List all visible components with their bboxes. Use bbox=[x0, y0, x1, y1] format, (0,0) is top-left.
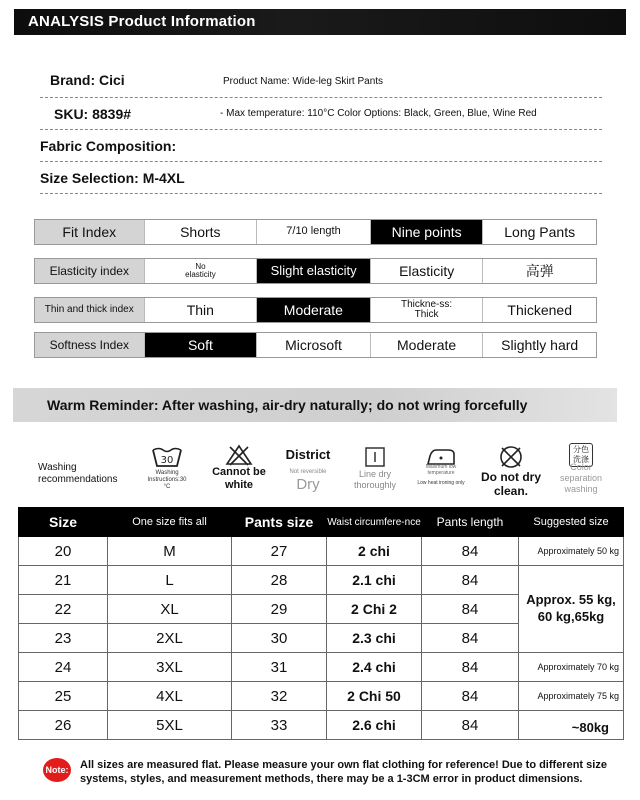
color-separation-text: Color separation washing bbox=[559, 462, 603, 494]
table-row bbox=[19, 682, 624, 711]
cell: 84 bbox=[422, 711, 519, 740]
elasticity-option-none: No elasticity bbox=[144, 259, 257, 283]
no-bleach-text: Cannot be white bbox=[212, 466, 266, 492]
thickness-option-moderate: Moderate bbox=[256, 298, 370, 322]
cell: 4XL bbox=[108, 682, 232, 711]
sku-label: SKU: 8839# bbox=[54, 106, 132, 122]
cell: 84 bbox=[422, 566, 519, 595]
col-waist: Waist circumfere-nce bbox=[327, 508, 422, 537]
cell: 2 chi bbox=[327, 537, 422, 566]
softness-option-soft: Soft bbox=[144, 333, 257, 357]
cell: 2.6 chi bbox=[327, 711, 422, 740]
no-bleach-icon bbox=[225, 444, 253, 466]
brand-label: Brand: Cici bbox=[50, 72, 125, 88]
col-size: Size bbox=[19, 508, 108, 537]
cell: 84 bbox=[422, 653, 519, 682]
cell: 84 bbox=[422, 682, 519, 711]
cell: 25 bbox=[19, 682, 108, 711]
cell: 27 bbox=[232, 537, 327, 566]
fit-option-long-pants: Long Pants bbox=[482, 220, 596, 244]
size-selection-label: Size Selection: M-4XL bbox=[40, 170, 185, 186]
thickness-option-thickened: Thickened bbox=[482, 298, 596, 322]
cell: 84 bbox=[422, 595, 519, 624]
cell: 2XL bbox=[108, 624, 232, 653]
thickness-index-label: Thin and thick index bbox=[35, 298, 144, 322]
cell: 2.1 chi bbox=[327, 566, 422, 595]
cell: 33 bbox=[232, 711, 327, 740]
note-text: All sizes are measured flat. Please measure your own flat clothing for reference! Due to different size systems, styles, and measurement methods, there may be a 1-3CM error in product dimensions. bbox=[80, 759, 607, 786]
col-suggested: Suggested size bbox=[519, 508, 624, 537]
warm-reminder-text: Warm Reminder: After washing, air-dry naturally; do not wring forcefully bbox=[47, 397, 528, 413]
table-row bbox=[19, 566, 624, 595]
fit-option-7-10: 7/10 length bbox=[256, 220, 370, 244]
col-one-size: One size fits all bbox=[108, 508, 232, 537]
cell: 26 bbox=[19, 711, 108, 740]
suggest-cell: ~80kg bbox=[519, 711, 624, 740]
elasticity-option-high: 高弹 bbox=[482, 259, 596, 283]
cell: L bbox=[108, 566, 232, 595]
softness-option-moderate: Moderate bbox=[370, 333, 483, 357]
product-name: Product Name: Wide-leg Skirt Pants bbox=[223, 76, 384, 87]
cell: 2.4 chi bbox=[327, 653, 422, 682]
thickness-index-table bbox=[34, 297, 597, 323]
wash-30-text: Washing Instructions:30 °C bbox=[147, 470, 187, 491]
color-separation-icon: 分色洗涤 bbox=[569, 443, 593, 467]
fit-option-nine-points: Nine points bbox=[370, 220, 483, 244]
info-row-sku bbox=[40, 98, 602, 130]
note-badge: Note: bbox=[43, 758, 71, 782]
fit-index-label: Fit Index bbox=[35, 220, 144, 244]
district-sub: Not reversible bbox=[289, 468, 327, 475]
info-row-size bbox=[40, 162, 602, 194]
elasticity-option-elastic: Elasticity bbox=[370, 259, 483, 283]
cell: 29 bbox=[232, 595, 327, 624]
suggest-cell: Approx. 55 kg, 60 kg,65kg bbox=[519, 566, 624, 653]
cell: 20 bbox=[19, 537, 108, 566]
wash-tub-icon bbox=[151, 446, 183, 468]
table-row bbox=[19, 711, 624, 740]
elasticity-index-label: Elasticity index bbox=[35, 259, 144, 283]
line-dry-icon bbox=[364, 446, 386, 468]
warm-reminder-bar bbox=[13, 388, 617, 422]
suggest-cell: Approximately 70 kg bbox=[519, 653, 624, 682]
cell: XL bbox=[108, 595, 232, 624]
no-dry-clean-text: Do not dry clean. bbox=[481, 470, 541, 499]
table-row bbox=[19, 537, 624, 566]
col-pants-size: Pants size bbox=[232, 508, 327, 537]
no-dry-clean-item bbox=[478, 444, 544, 499]
no-bleach-item bbox=[205, 444, 273, 492]
col-pants-length: Pants length bbox=[422, 508, 519, 537]
cell: 2 Chi 2 bbox=[327, 595, 422, 624]
color-separation-item bbox=[552, 443, 610, 494]
fabric-label: Fabric Composition: bbox=[40, 138, 177, 154]
line-dry-text: Line dry thoroughly bbox=[353, 469, 397, 490]
cell: 24 bbox=[19, 653, 108, 682]
elasticity-option-slight: Slight elasticity bbox=[256, 259, 370, 283]
table-row bbox=[19, 653, 624, 682]
cell: 30 bbox=[232, 624, 327, 653]
cell: 2.3 chi bbox=[327, 624, 422, 653]
cell: 31 bbox=[232, 653, 327, 682]
size-table bbox=[18, 507, 624, 740]
svg-text:30: 30 bbox=[160, 455, 174, 466]
iron-sub-top: Maximum low temperature bbox=[425, 464, 457, 476]
fit-index-table bbox=[34, 219, 597, 245]
softness-index-label: Softness Index bbox=[35, 333, 144, 357]
section-header bbox=[14, 9, 626, 35]
cell: 32 bbox=[232, 682, 327, 711]
info-row-brand bbox=[40, 64, 602, 98]
dry-glyph: Dry bbox=[296, 475, 320, 493]
wash-30-item bbox=[145, 446, 189, 492]
elasticity-index-table bbox=[34, 258, 597, 284]
fit-option-shorts: Shorts bbox=[144, 220, 257, 244]
softness-option-microsoft: Microsoft bbox=[256, 333, 370, 357]
iron-sub: Low heat ironing only bbox=[417, 480, 465, 486]
district-dry-item bbox=[280, 447, 336, 493]
iron-low-item bbox=[413, 446, 469, 486]
softness-option-slightly-hard: Slightly hard bbox=[482, 333, 596, 357]
cell: 2 Chi 50 bbox=[327, 682, 422, 711]
cell: 3XL bbox=[108, 653, 232, 682]
suggest-cell: Approximately 75 kg bbox=[519, 682, 624, 711]
line-dry-item bbox=[347, 446, 403, 491]
thickness-option-thick: Thickne-ss: Thick bbox=[370, 298, 483, 322]
cell: 23 bbox=[19, 624, 108, 653]
suggest-cell: Approximately 50 kg bbox=[519, 537, 624, 566]
no-dry-clean-icon bbox=[498, 444, 524, 470]
max-temp-colors: - Max temperature: 110°C Color Options: Black, Green, Blue, Wine Red bbox=[220, 108, 537, 119]
section-title: ANALYSIS Product Information bbox=[28, 13, 256, 30]
cell: 28 bbox=[232, 566, 327, 595]
softness-index-table bbox=[34, 332, 597, 358]
cell: 84 bbox=[422, 537, 519, 566]
district-title: District bbox=[285, 447, 331, 462]
size-table-header bbox=[19, 508, 624, 537]
cell: 22 bbox=[19, 595, 108, 624]
cell: M bbox=[108, 537, 232, 566]
cell: 84 bbox=[422, 624, 519, 653]
cell: 5XL bbox=[108, 711, 232, 740]
info-row-fabric bbox=[40, 130, 602, 162]
thickness-option-thin: Thin bbox=[144, 298, 257, 322]
washing-label: Washing recommendations bbox=[38, 462, 118, 485]
cell: 21 bbox=[19, 566, 108, 595]
